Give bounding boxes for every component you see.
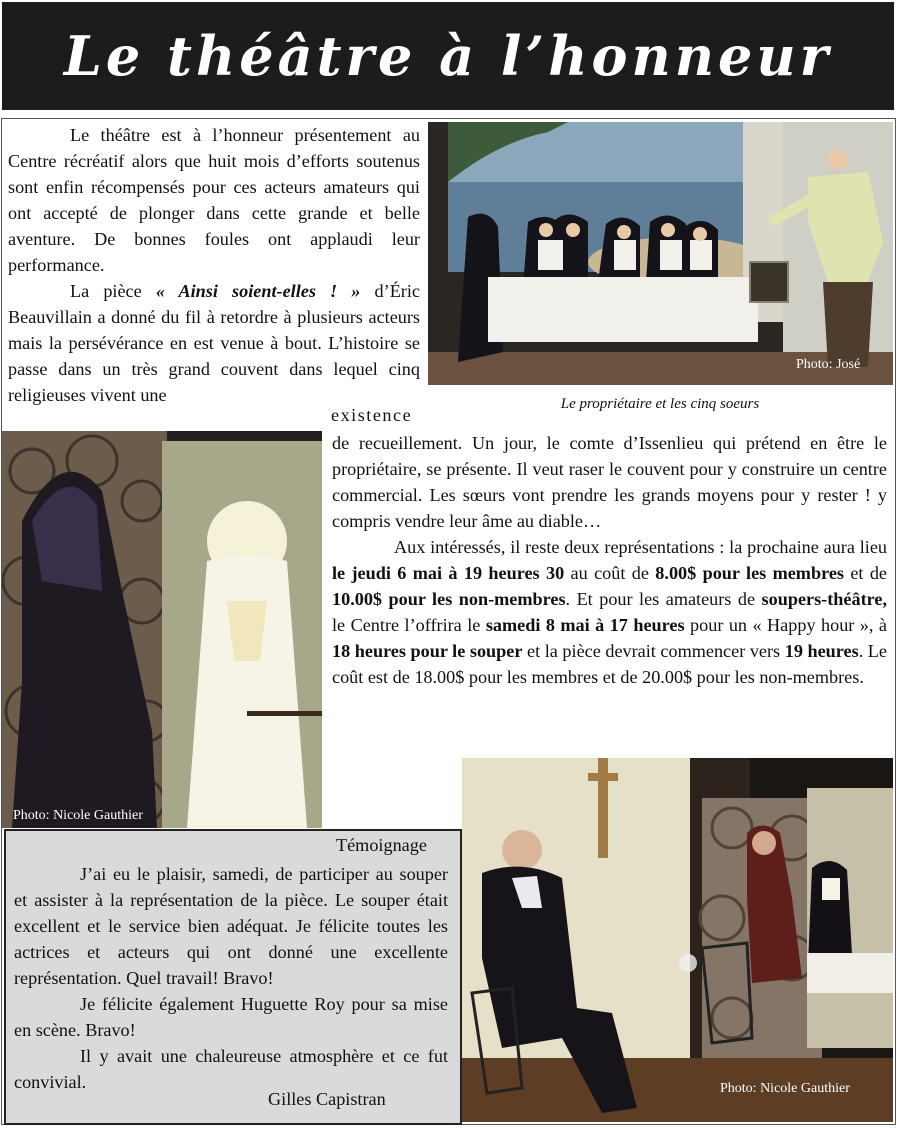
article-text-segment: et de: [843, 563, 888, 583]
article-paragraph-2-continued: de recueillement. Un jour, le comte d’Issenlieu qui prétend en être le propriétaire, se présente. Il veut raser le couvent pour y construire un centre commercial. Les sœurs vont prendre les grands moyens pour y rester ! y compris vendre leur âme au diable…: [332, 433, 887, 531]
article-text-segment: . Le coût est de 18.00$ pour les membres et de 20.00$ pour les non-membres.: [332, 641, 887, 687]
article-text-segment: et la pièce devrait commencer vers: [522, 641, 785, 661]
photo-caption-top: Le propriétaire et les cinq soeurs: [560, 396, 760, 412]
testimonial-heading: Témoignage: [336, 835, 427, 855]
article-paragraph-3: [332, 537, 887, 687]
article-text-segment: pour un « Happy hour », à: [684, 615, 887, 635]
photo-nun-and-figure: [2, 431, 322, 828]
article-highlight: 19 heures: [784, 641, 859, 661]
article-highlight: 8.00$ pour les membres: [655, 563, 844, 583]
article-highlight: 10.00$ pour les non-membres: [332, 589, 566, 609]
testimonial-paragraph-1: J’ai eu le plaisir, samedi, de participer au souper et assister à la représentation de la pièce. Le souper était excellent et le service bien adéquat. Je félicite toutes les actrices et acteurs qui ont donné une excellente représentation. Quel travail! Bravo!: [14, 864, 448, 988]
article-existence-word: existence: [331, 405, 413, 425]
article-highlight: soupers-théâtre,: [761, 589, 887, 609]
testimonial-paragraph-2: Je félicite également Huguette Roy pour sa mise en scène. Bravo!: [14, 994, 448, 1040]
article-highlight: 18 heures pour le souper: [332, 641, 523, 661]
testimonial-paragraph-3: Il y avait une chaleureuse atmosphère et ce fut convivial.: [14, 1046, 448, 1092]
article-text-segment: au coût de: [564, 563, 656, 583]
article-text-segment: . Et pour les amateurs de: [565, 589, 762, 609]
title-banner: [2, 2, 894, 110]
article-column-right: [332, 430, 887, 690]
article-paragraph-1: Le théâtre est à l’honneur présentement au Centre récréatif alors que huit mois d’efforts soutenus sont enfin récompensés pour ces acteurs amateurs qui ont accepté de plonger dans cette grande et belle aventure. De bonnes foules ont applaudi leur performance.: [8, 125, 420, 275]
photo-credit-bottom: Photo: Nicole Gauthier: [720, 1081, 850, 1096]
article-paragraph-2: d’Éric Beauvillain a donné du fil à retordre à plusieurs acteurs mais la persévérance en est venue à bout. L’histoire se passe dans un très grand couvent dans lequel cinq religieuses vivent une: [8, 281, 420, 405]
article-highlight: le jeudi 6 mai à 19 heures 30: [332, 563, 565, 583]
article-highlight: samedi 8 mai à 17 heures: [485, 615, 685, 635]
page-title: Le théâtre à l’honneur: [63, 24, 833, 88]
photo-credit-top: Photo: José: [796, 357, 861, 372]
article-column-top: Le théâtre est à l’honneur présentement au Centre récréatif alors que huit mois d’efforts soutenus sont enfin récompensés pour ces acteurs amateurs qui ont accepté de plonger dans cette grande et belle aventure. De bonnes foules ont applaudi leur performance. La pièce « Ainsi soient-elles ! » d’Éric Beauvillain a donné du fil à retordre à plusieurs acteurs mais la persévérance en est venue à bout. L’histoire se passe dans un très grand couvent dans lequel cinq religieuses vivent une: [8, 125, 420, 405]
photo-nuns-and-owner: [428, 122, 893, 385]
testimonial-box: [4, 829, 462, 1125]
photo-man-sleeping-on-stage: [462, 758, 893, 1122]
testimonial-body: [14, 861, 448, 1095]
testimonial-signature: Gilles Capistran: [268, 1089, 386, 1109]
article-text-segment: le Centre l’offrira le: [332, 615, 486, 635]
play-title: « Ainsi soient-elles ! »: [155, 281, 361, 301]
article-text-segment: Aux intéressés, il reste deux représentations : la prochaine aura lieu: [394, 537, 887, 557]
photo-credit-left: Photo: Nicole Gauthier: [13, 808, 143, 823]
